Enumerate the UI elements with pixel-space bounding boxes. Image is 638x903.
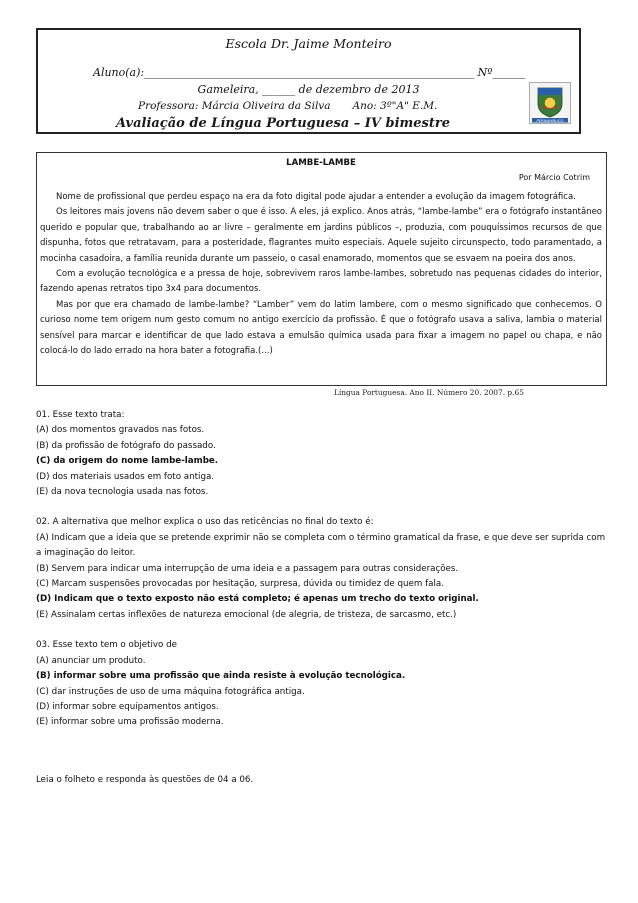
option-d: (D) informar sobre equipamentos antigos. bbox=[36, 701, 219, 712]
option-b: (B) Servem para indicar uma interrupção de uma ideia e a passagem para outras considerações. bbox=[36, 563, 459, 574]
option-b-correct: (B) informar sobre uma profissão que ainda resiste à evolução tecnológica. bbox=[36, 671, 406, 682]
question-stem: 03. Esse texto tem o objetivo de bbox=[36, 640, 177, 651]
option-c: (C) Marcam suspensões provocadas por hesitação, surpresa, dúvida ou timidez de quem fala. bbox=[36, 579, 444, 590]
school-name: Escola Dr. Jaime Monteiro bbox=[225, 36, 392, 51]
text-paragraph: Nome de profissional que perdeu espaço na era da foto digital pode ajudar a entender a evolução da imagem fotográfica. bbox=[56, 192, 576, 202]
option-a: (A) dos momentos gravados nas fotos. bbox=[36, 425, 205, 436]
option-b: (B) da profissão de fotógrafo do passado. bbox=[36, 440, 216, 451]
question-stem: 02. A alternativa que melhor explica o uso das reticências no final do texto é: bbox=[36, 517, 374, 528]
option-d: (D) dos materiais usados em foto antiga. bbox=[36, 471, 215, 482]
teacher-line bbox=[138, 100, 579, 112]
student-name-line: Aluno(a):____________________________________________________________ Nº______ bbox=[93, 66, 526, 79]
text-body bbox=[40, 190, 602, 359]
question-01 bbox=[36, 408, 608, 500]
option-a: (A) anunciar um produto. bbox=[36, 655, 146, 666]
option-c-correct: (C) da origem do nome lambe-lambe. bbox=[36, 456, 219, 467]
text-title: LAMBE-LAMBE bbox=[286, 158, 356, 168]
text-paragraph: Com a evolução tecnológica e a pressa de hoje, sobrevivem raros lambe-lambes, sobretudo nas pequenas cidades do interior, fazendo apenas retratos tipo 3x4 para documentos. bbox=[40, 269, 602, 295]
evaluation-title: Avaliação de Língua Portuguesa – IV bimestre bbox=[116, 116, 450, 131]
option-e: (E) Assinalam certas inflexões de natureza emocional (de alegria, de tristeza, de sarcasmo, etc.) bbox=[36, 609, 457, 620]
text-paragraph: Mas por que era chamado de lambe-lambe? “Lamber” vem do latim lambere, com o mesmo significado que conhecemos. O curioso nome tem origem num gesto comum no antigo exercício da profissão. É que o fotógrafo usava a saliva, lambia o material sensível para marcar e identificar de que lado estava a emulsão química usada para fixar a imagem no papel ou chapa, e não colocá-lo do lado errado na hora bater a fotografia.(...) bbox=[40, 299, 602, 357]
question-03 bbox=[36, 638, 608, 730]
date-line: Gameleira, ______ de dezembro de 2013 bbox=[197, 83, 420, 96]
option-e: (E) informar sobre uma profissão moderna. bbox=[36, 717, 224, 728]
questions-section bbox=[36, 408, 608, 746]
instruction-text: Leia o folheto e responda às questões de 04 a 06. bbox=[36, 775, 254, 785]
text-source: Língua Portuguesa. Ano II. Número 20. 2007. p.65 bbox=[334, 388, 524, 397]
option-a: (A) Indicam que a ideia que se pretende exprimir não se completa com o término gramatical da frase, e que deve ser suprida com a imaginação do leitor. bbox=[36, 532, 606, 559]
reading-text-box bbox=[36, 152, 607, 386]
text-author: Por Márcio Cotrim bbox=[518, 173, 590, 182]
text-paragraph: Os leitores mais jovens não devem saber o que é isso. A eles, já explico. Anos atrás, “lambe-lambe” era o fotógrafo instantâneo querido e popular que, trabalhando ao ar livre – geralmente em jardins públicos –, produzia, com pouquíssimos recursos de que dispunha, fotos que retratavam, para a posteridade, flagrantes muito especiais. Aquele sujeito circunspecto, todo paramentado, a mocinha casadoira, a família reunida durante um passeio, o casal enamorado, momentos que se esvaem na poeira dos anos. bbox=[40, 207, 602, 264]
teacher-name: Professora: Márcia Oliveira da Silva bbox=[138, 100, 331, 112]
grade-label: Ano: 3º"A" E.M. bbox=[352, 100, 438, 112]
exam-header bbox=[36, 28, 581, 134]
question-02 bbox=[36, 515, 608, 623]
option-d-correct: (D) Indicam que o texto exposto não está completo; é apenas um trecho do texto original. bbox=[36, 594, 479, 605]
question-stem: 01. Esse texto trata: bbox=[36, 410, 125, 420]
state-seal-icon bbox=[529, 82, 571, 124]
seal-caption: PERNAMBUCO bbox=[536, 117, 564, 123]
option-e: (E) da nova tecnologia usada nas fotos. bbox=[36, 487, 209, 498]
option-c: (C) dar instruções de uso de uma máquina fotográfica antiga. bbox=[36, 686, 305, 697]
